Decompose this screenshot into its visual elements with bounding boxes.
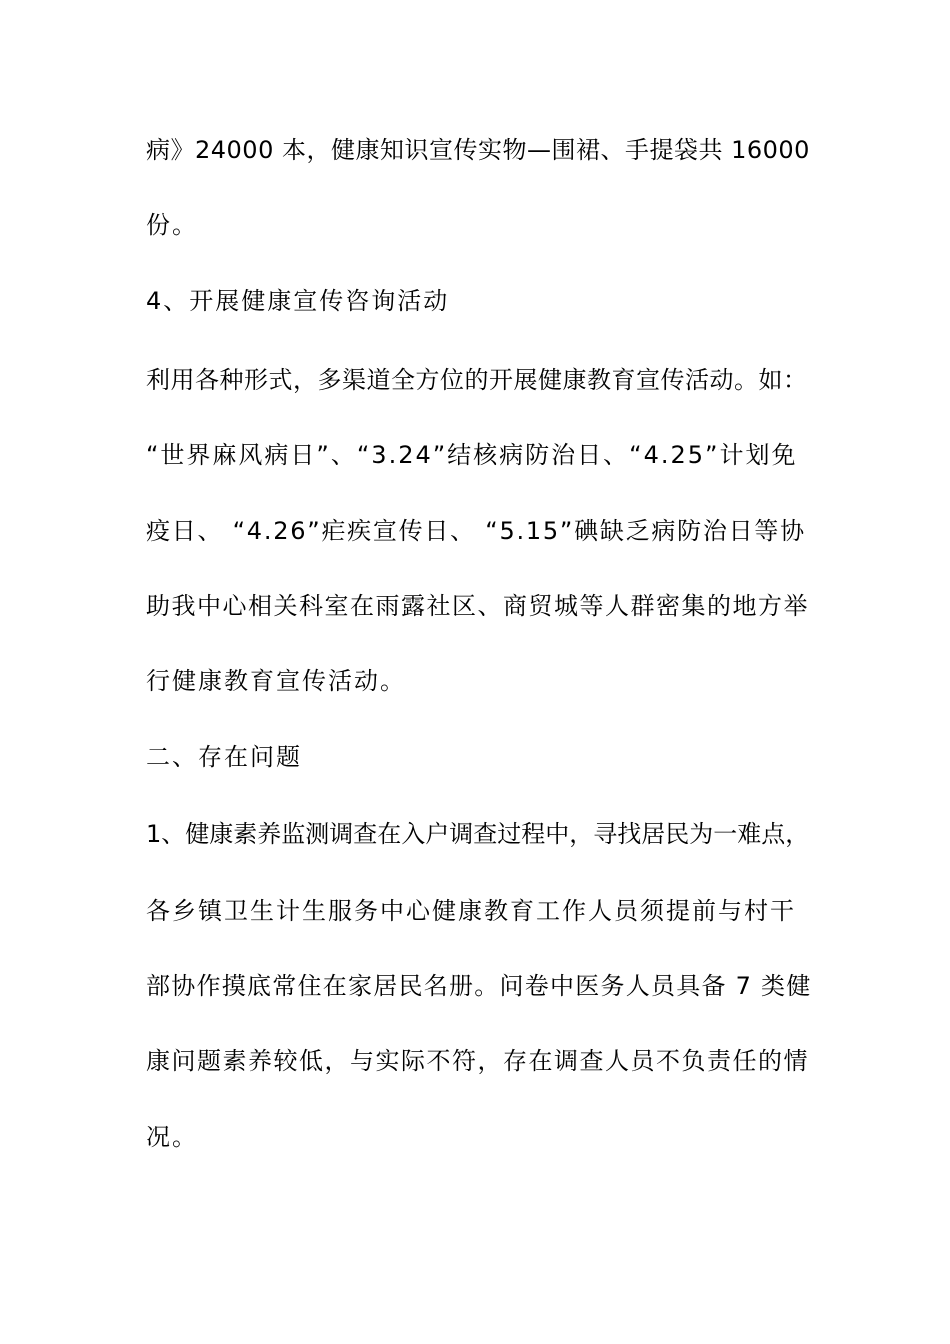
paragraph-line: 行健康教育宣传活动。	[146, 667, 406, 695]
paragraph-line: 助我中心相关科室在雨露社区、商贸城等人群密集的地方举	[146, 592, 809, 620]
paragraph-line: 1、健康素养监测调查在入户调查过程中，寻找居民为一难点，	[146, 820, 810, 848]
paragraph-line: 份。	[146, 211, 198, 239]
section-heading: 4、开展健康宣传咨询活动	[146, 287, 450, 315]
section-heading: 二、存在问题	[146, 743, 302, 771]
paragraph-line: 病》24000 本，健康知识宣传实物—围裙、手提袋共 16000	[146, 136, 810, 164]
paragraph-line: 况。	[146, 1123, 198, 1151]
paragraph-line: 康问题素养较低，与实际不符，存在调查人员不负责任的情	[146, 1047, 809, 1075]
paragraph-line: 利用各种形式，多渠道全方位的开展健康教育宣传活动。如：	[146, 366, 808, 394]
paragraph-line: 疫日、 “4.26”疟疾宣传日、 “5.15”碘缺乏病防治日等协	[146, 517, 806, 545]
paragraph-line: 各乡镇卫生计生服务中心健康教育工作人员须提前与村干	[146, 897, 796, 925]
paragraph-line: 部协作摸底常住在家居民名册。问卷中医务人员具备 7 类健	[146, 972, 812, 1000]
paragraph-line: “世界麻风病日”、“3.24”结核病防治日、“4.25”计划免	[146, 441, 798, 469]
